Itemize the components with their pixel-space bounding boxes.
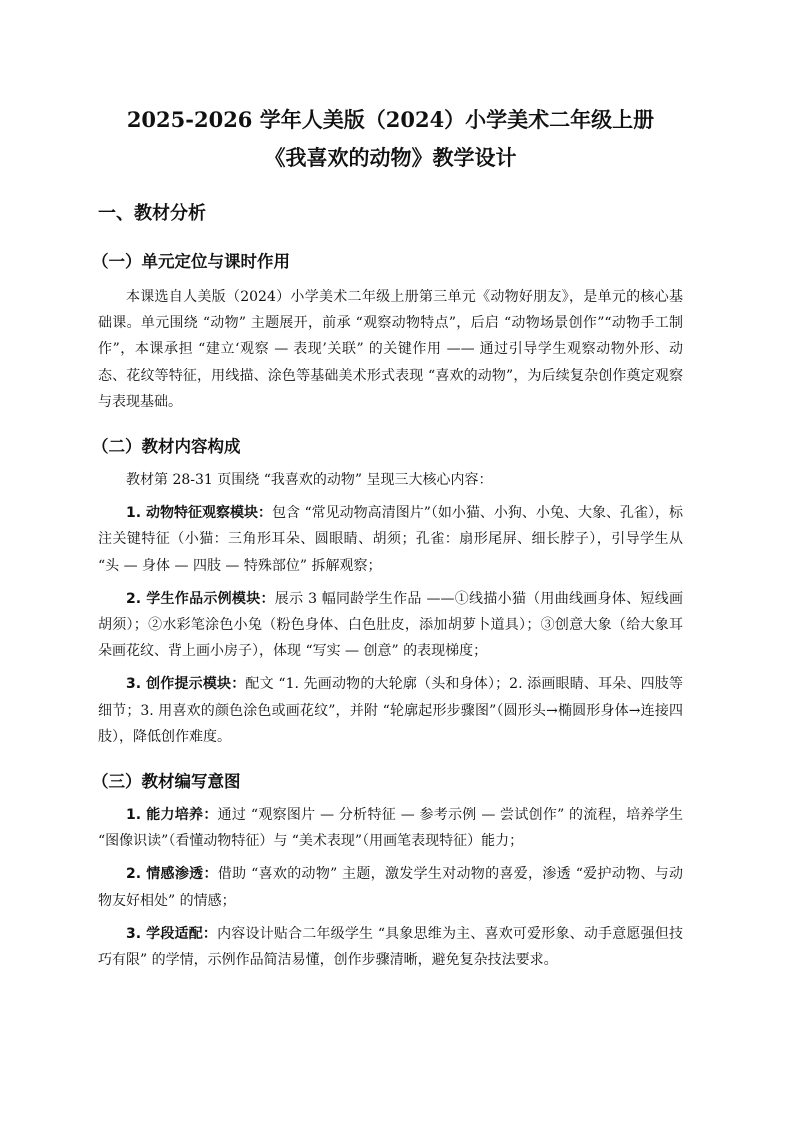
document-title-line2: 《我喜欢的动物》教学设计 [264,145,517,170]
list-item-text: 包含 “常见动物高清图片”（如小猫、小狗、小兔、大象、孔雀），标注关键特征（小猫：三角形耳朵、圆眼睛、胡须；孔雀：扇形尾屏、细长脖子），引导学生从 “头 — 身体 — 四肢 — 特殊部位” 拆解观察； [98,505,684,574]
list-item-intent-1 [98,802,683,854]
subsection-heading-content-structure: （二）教材内容构成 [92,437,241,457]
list-item-label: 1. 动物特征观察模块： [126,505,273,522]
list-item-text: 内容设计贴合二年级学生 “具象思维为主、喜欢可爱形象、动手意愿强但技巧有限” 的学情，示例作品简洁易懂，创作步骤清晰，避免复杂技法要求。 [98,925,684,969]
list-item-intent-2 [98,861,683,913]
list-item-text: 展示 3 幅同龄学生作品 ——①线描小猫（用曲线画身体、短线画胡须）；②水彩笔涂色小兔（粉色身体、白色肚皮，添加胡萝卜道具）；③创意大象（给大象耳朵画花纹、背上画小房子），体现 “写实 — 创意” 的表现梯度； [98,590,683,660]
list-item-content-1 [98,500,683,579]
paragraph-content-intro: 教材第 28-31 页围绕 “我喜欢的动物” 呈现三大核心内容： [126,472,493,489]
list-item-content-2 [98,586,683,665]
list-item-label: 2. 学生作品示例模块： [126,590,275,607]
list-item-intent-3 [98,921,683,973]
subsection-heading-design-intent: （三）教材编写意图 [92,772,241,792]
paragraph-unit-position: 本课选自人美版（2024）小学美术二年级上册第三单元《动物好朋友》，是单元的核心基础课。单元围绕 “动物” 主题展开，前承 “观察动物特点”，后启 “动物场景创作”“动物手工制作”，本课承担 “建立‘观察 — 表现’关联” 的关键作用 —— 通过引导学生观察动物外形、动态、花纹等特征，用线描、涂色等基础美术形式表现 “喜欢的动物”，为后续复杂创作奠定观察与表现基础。 [98,289,683,410]
subsection-heading-unit-position: （一）单元定位与课时作用 [92,252,290,271]
list-item-label: 3. 学段适配： [126,925,218,942]
document-title-line1: 2025-2026 学年人美版（2024）小学美术二年级上册 [126,107,655,132]
list-item-text: 通过 “观察图片 — 分析特征 — 参考示例 — 尝试创作” 的流程，培养学生 “图像识读”（看懂动物特征）与 “美术表现”（用画笔表现特征）能力； [98,807,683,850]
list-item-text: 配文 “1. 先画动物的大轮廓（头和身体）；2. 添画眼睛、耳朵、四肢等细节；3. 用喜欢的颜色涂色或画花纹”，并附 “轮廓起形步骤图”（圆形头→椭圆形身体→连接四肢），降低创作难度。 [98,676,683,745]
list-item-label: 2. 情感渗透： [126,866,218,883]
list-item-label: 3. 创作提示模块： [126,676,246,693]
list-item-text: 借助 “喜欢的动物” 主题，激发学生对动物的喜爱，渗透 “爱护动物、与动物友好相处” 的情感； [98,866,684,909]
list-item-content-3 [98,671,683,750]
section-heading-materials-analysis: 一、教材分析 [98,203,206,224]
list-item-label: 1. 能力培养： [126,807,218,824]
